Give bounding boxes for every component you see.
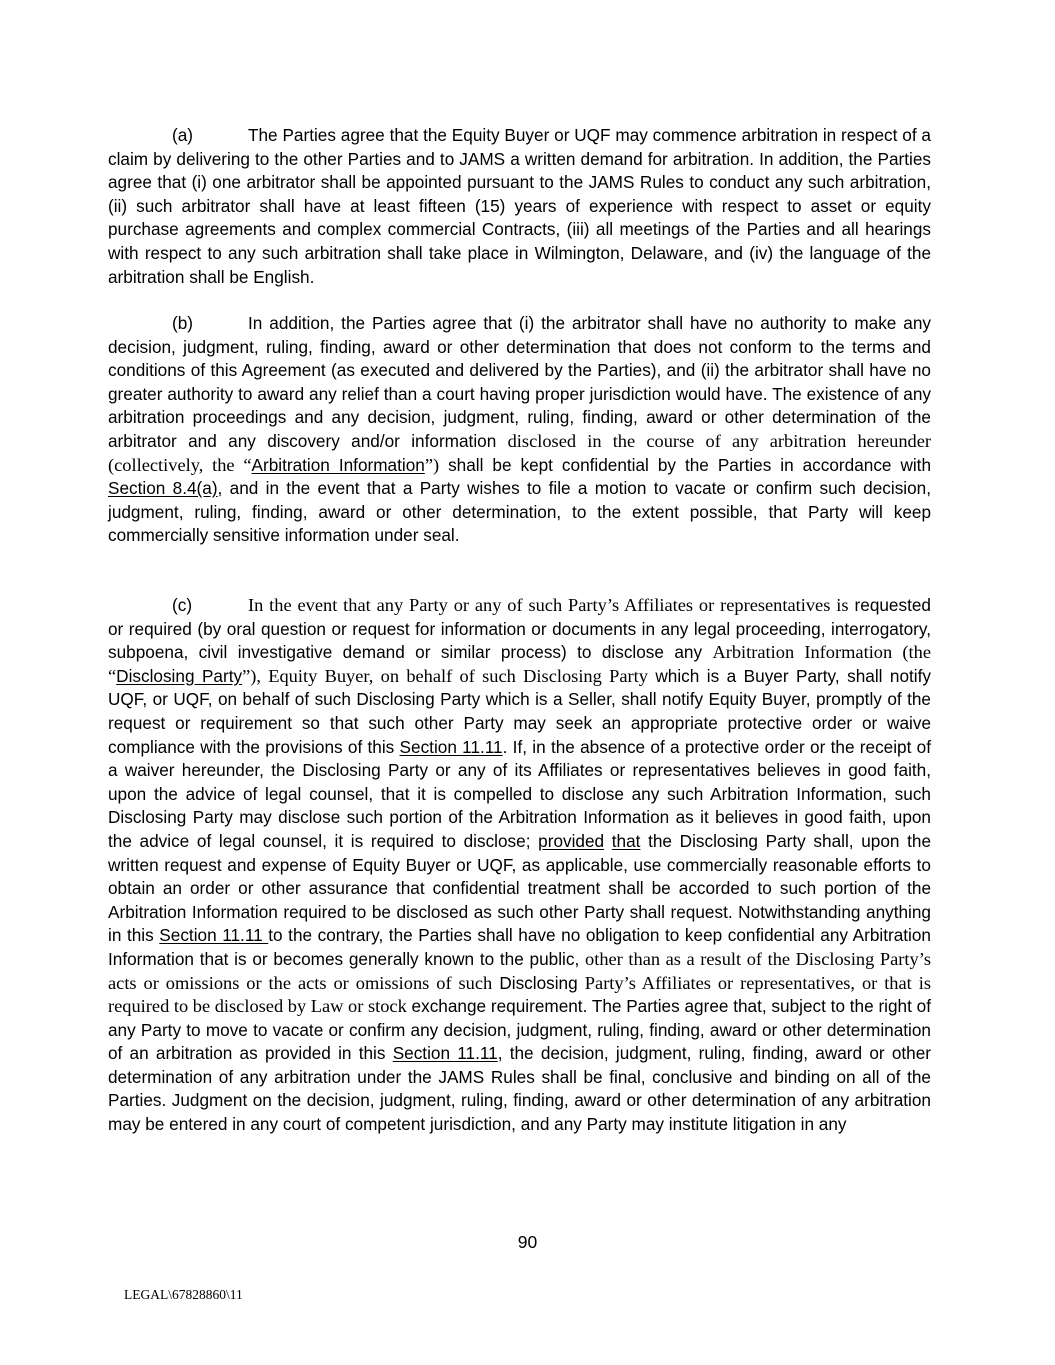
paragraph-label: (b)	[172, 313, 194, 333]
paragraph-text: , the decision, judgment, ruling, finding, award or other determination of any arbitration under the JAMS Rules shall be final, conclusive and binding on all of the Parties. Judgment on the decision, judgment, ruling, finding, award or other determination of any arbitration may be entered in any court of competent jurisdiction, and any Party may institute litigation in any	[108, 1043, 932, 1135]
paragraph-text: In the event that any Party or any of such Party’s Affiliates or representatives is	[248, 595, 849, 615]
defined-term-reference: Arbitration Information	[251, 454, 425, 475]
paragraph-b	[108, 312, 931, 548]
paragraph-text: ”)	[424, 454, 440, 475]
paragraph-text: Disclosing	[492, 972, 585, 993]
paragraph-a	[108, 124, 931, 289]
paragraph-label: (c)	[172, 595, 193, 615]
paragraph-text: requested or required (by oral question or request for information or documents in any legal proceeding, interrogatory, subpoena, civil investigative demand or similar process) to disclose any	[108, 595, 931, 663]
paragraph-c	[108, 594, 931, 1137]
paragraph-text: Arbitration Information (the “	[108, 642, 931, 686]
paragraph-text	[604, 831, 612, 851]
page-number: 90	[517, 1232, 538, 1252]
paragraph-text: The Parties agree that the Equity Buyer or UQF may commence arbitration in respect of a claim by delivering to the other Parties and to JAMS a written demand for arbitration. In addition, the Parties agree that (i) one arbitrator shall be appointed pursuant to the JAMS Rules to conduct any such arbitration, (ii) such arbitrator shall have at least fifteen (15) years of experience with respect to asset or equity purchase agreements and complex commercial Contracts, (iii) all meetings of the Parties and all hearings with respect to any such arbitration shall take place in Wilmington, Delaware, and (iv) the language of the arbitration shall be English.	[108, 125, 931, 287]
defined-term-reference: Section 8.4(a)	[108, 478, 218, 499]
document-id: LEGAL\67828860\11	[124, 1287, 243, 1302]
paragraph-text: shall be kept confidential by the Parties in accordance with	[439, 454, 932, 475]
paragraph-label: (a)	[172, 125, 194, 145]
paragraph-text: exchange requirement. The Parties agree that, subject to the right of any Party to move to vacate or confirm any decision, judgment, ruling, finding, award or other determination of an arbitration as provided in this	[108, 996, 931, 1064]
paragraph-text: , and in the event that a Party wishes to file a motion to vacate or confirm such decision, judgment, ruling, finding, award or other determination, to the extent possible, that Party will keep commercially sensitive information under seal.	[108, 478, 931, 546]
paragraph-text: which is a Buyer Party, shall notify UQF, or UQF, on behalf of such Disclosing Party which is a Seller, shall notify Equity Buyer, promptly of the request or requirement so that such other Party may seek an appropriate protective order or waive compliance with the provisions of this	[108, 665, 931, 757]
defined-term-reference: provided	[538, 830, 605, 851]
paragraph-text: In addition, the Parties agree that (i) the arbitrator shall have no authority to make any decision, judgment, ruling, finding, award or other determination that does not conform to the terms and conditions of this Agreement (as executed and delivered by the Parties), and (ii) the arbitrator shall have no greater authority to award any relief than a court having proper jurisdiction would have. The existence of any arbitration proceedings and any decision, judgment, ruling, finding, award or other determination of the arbitrator and any discovery and/or information	[108, 313, 931, 451]
paragraph-text: Party’s Affiliates or representatives, or that is required to be disclosed by Law or stock	[108, 972, 931, 1017]
defined-term-reference: Section 11.11	[399, 736, 503, 757]
paragraph-text: . If, in the absence of a protective order or the receipt of a waiver hereunder, the Disclosing Party or any of its Affiliates or representatives believes in good faith, upon the advice of legal counsel, that it is compelled to disclose any such Arbitration Information, such Disclosing Party may disclose such portion of the Arbitration Information as it believes in good faith, upon the advice of legal counsel, it is required to disclose;	[108, 736, 931, 851]
defined-term-reference: Disclosing Party	[116, 665, 243, 686]
paragraph-text: other than as a result of the Disclosing Party’s acts or omissions or the acts or omissions of such	[108, 948, 931, 993]
paragraph-text: ”), Equity Buyer, on behalf of such Disclosing Party	[242, 665, 648, 686]
defined-term-reference: Section 11.11	[392, 1043, 498, 1064]
defined-term-reference: that	[611, 830, 641, 851]
paragraph-text: disclosed in the course of any arbitration hereunder (collectively, the “	[108, 430, 931, 475]
defined-term-reference: Section 11.11	[159, 925, 269, 946]
paragraph-text: to the contrary, the Parties shall have no obligation to keep confidential any Arbitration Information that is or becomes generally known to the public,	[108, 925, 931, 969]
paragraph-text: the Disclosing Party shall, upon the written request and expense of Equity Buyer or UQF, as applicable, use commercially reasonable efforts to obtain an order or other assurance that confidential treatment shall be accorded to such portion of the Arbitration Information required to be disclosed as such other Party shall request. Notwithstanding anything in this	[108, 830, 932, 946]
